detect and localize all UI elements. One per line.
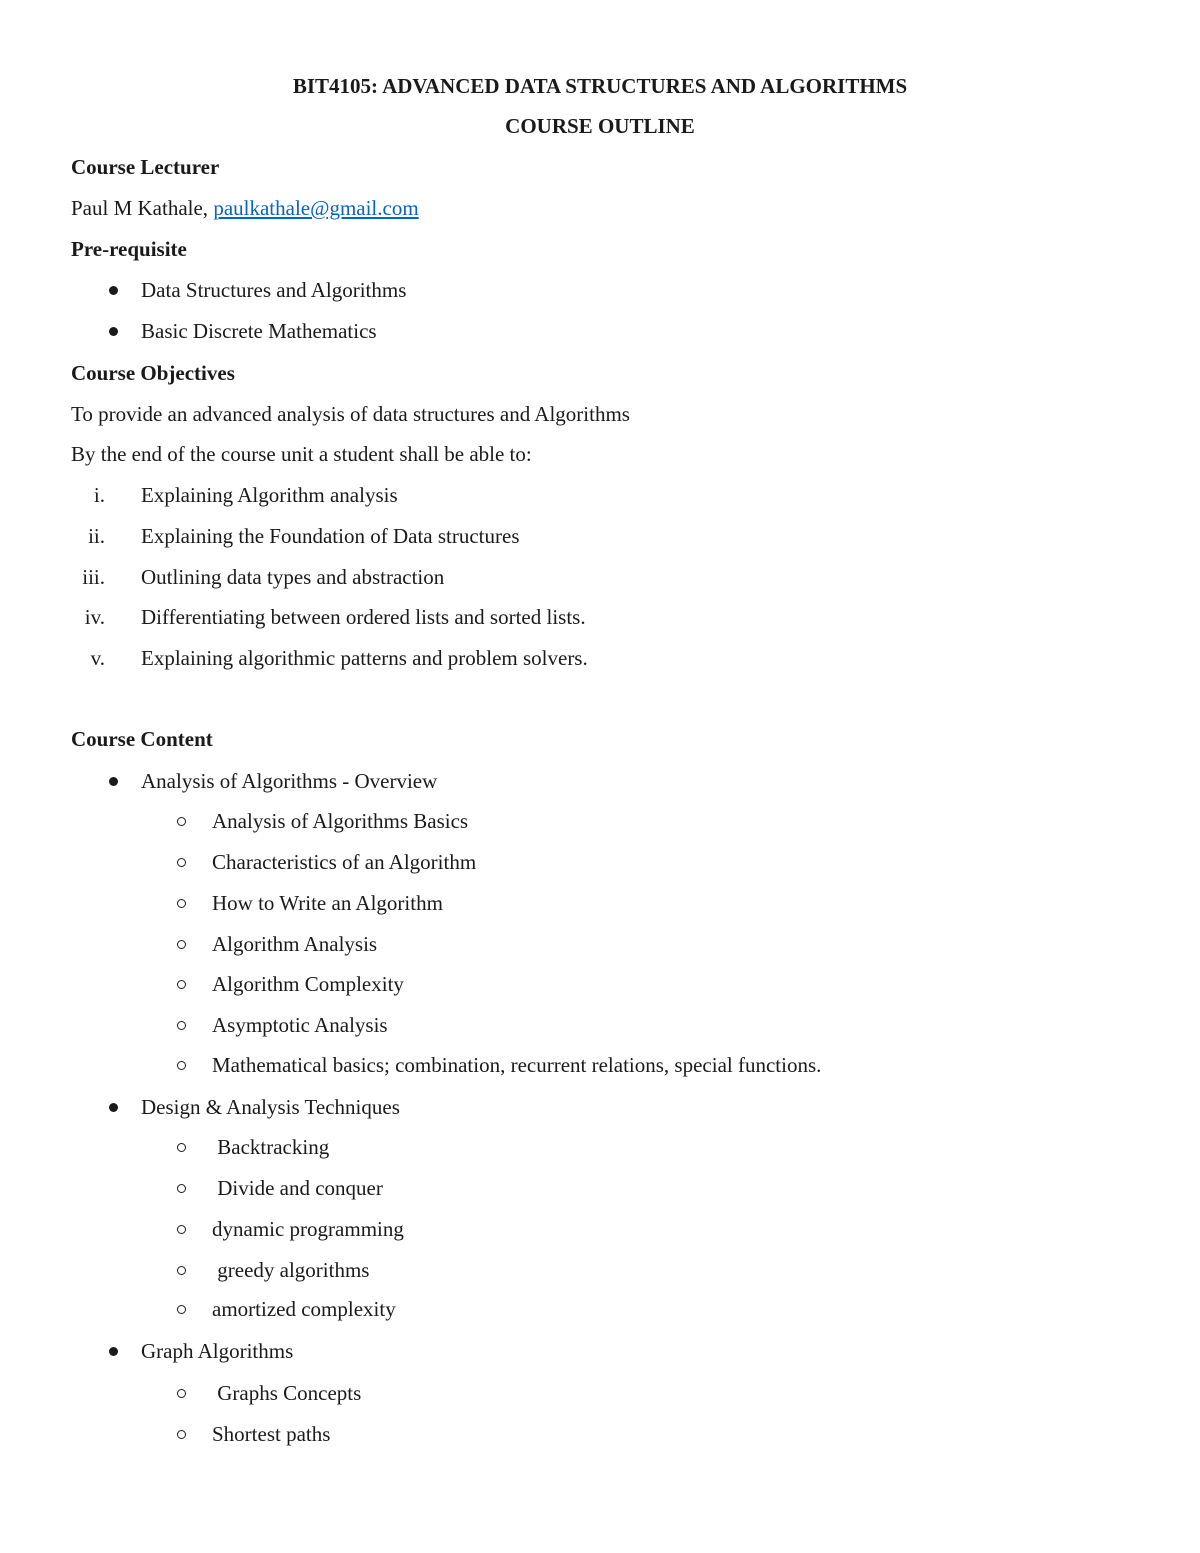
- objectives-heading: Course Objectives: [71, 361, 235, 385]
- circle-bullet-icon: [177, 1061, 186, 1070]
- objective-number: iv.: [84, 605, 105, 629]
- circle-bullet-icon: [177, 1389, 186, 1398]
- circle-bullet-icon: [177, 817, 186, 826]
- circle-bullet-icon: [177, 1430, 186, 1439]
- objective-number: iii.: [82, 565, 105, 589]
- content-subitem: greedy algorithms: [212, 1258, 370, 1282]
- content-subitem: Analysis of Algorithms Basics: [212, 809, 469, 833]
- content-subitem: Mathematical basics; combination, recurrent relations, special functions.: [212, 1053, 822, 1077]
- circle-bullet-icon: [177, 1021, 186, 1030]
- prerequisite-item: Basic Discrete Mathematics: [141, 319, 377, 343]
- content-subitem: Backtracking: [212, 1135, 330, 1159]
- content-subitem: dynamic programming: [212, 1217, 404, 1241]
- bullet-icon: [109, 1347, 118, 1356]
- objective-item: Explaining the Foundation of Data structures: [141, 524, 520, 548]
- lecturer-line: [71, 198, 419, 219]
- circle-bullet-icon: [177, 1225, 186, 1234]
- bullet-icon: [109, 286, 118, 295]
- objective-item: Differentiating between ordered lists and sorted lists.: [141, 605, 586, 629]
- objectives-lead: By the end of the course unit a student shall be able to:: [71, 442, 532, 466]
- objective-number: v.: [90, 646, 105, 670]
- content-subitem: Asymptotic Analysis: [212, 1013, 388, 1037]
- objective-number: i.: [93, 483, 105, 507]
- content-section-label: Design & Analysis Techniques: [141, 1095, 400, 1119]
- content-subitem: Shortest paths: [212, 1422, 331, 1446]
- circle-bullet-icon: [177, 1143, 186, 1152]
- bullet-icon: [109, 327, 118, 336]
- content-subitem: amortized complexity: [212, 1297, 396, 1321]
- objective-item: Outlining data types and abstraction: [141, 565, 445, 589]
- lecturer-heading: Course Lecturer: [71, 155, 220, 179]
- content-subitem: Characteristics of an Algorithm: [212, 850, 477, 874]
- content-section-label: Graph Algorithms: [141, 1339, 294, 1363]
- prerequisite-item: Data Structures and Algorithms: [141, 278, 407, 302]
- content-subitem: Graphs Concepts: [212, 1381, 362, 1405]
- circle-bullet-icon: [177, 1305, 186, 1314]
- objective-item: Explaining algorithmic patterns and problem solvers.: [141, 646, 588, 670]
- objectives-intro: To provide an advanced analysis of data structures and Algorithms: [71, 402, 630, 426]
- lecturer-email-link[interactable]: paulkathale@gmail.com: [213, 196, 419, 220]
- document-title: BIT4105: ADVANCED DATA STRUCTURES AND ALGORITHMS: [292, 74, 908, 98]
- bullet-icon: [109, 1103, 118, 1112]
- lecturer-name: Paul M Kathale,: [71, 196, 214, 220]
- circle-bullet-icon: [177, 899, 186, 908]
- content-subitem: Divide and conquer: [212, 1176, 383, 1200]
- content-heading: Course Content: [71, 727, 213, 751]
- bullet-icon: [109, 777, 118, 786]
- content-subitem: Algorithm Analysis: [212, 932, 378, 956]
- circle-bullet-icon: [177, 1266, 186, 1275]
- document-subtitle: COURSE OUTLINE: [505, 114, 695, 138]
- content-subitem: Algorithm Complexity: [212, 972, 404, 996]
- objective-item: Explaining Algorithm analysis: [141, 483, 398, 507]
- content-section-label: Analysis of Algorithms - Overview: [141, 769, 438, 793]
- prerequisite-heading: Pre-requisite: [71, 237, 187, 261]
- circle-bullet-icon: [177, 858, 186, 867]
- objective-number: ii.: [88, 524, 105, 548]
- circle-bullet-icon: [177, 980, 186, 989]
- content-subitem: How to Write an Algorithm: [212, 891, 443, 915]
- circle-bullet-icon: [177, 1184, 186, 1193]
- circle-bullet-icon: [177, 940, 186, 949]
